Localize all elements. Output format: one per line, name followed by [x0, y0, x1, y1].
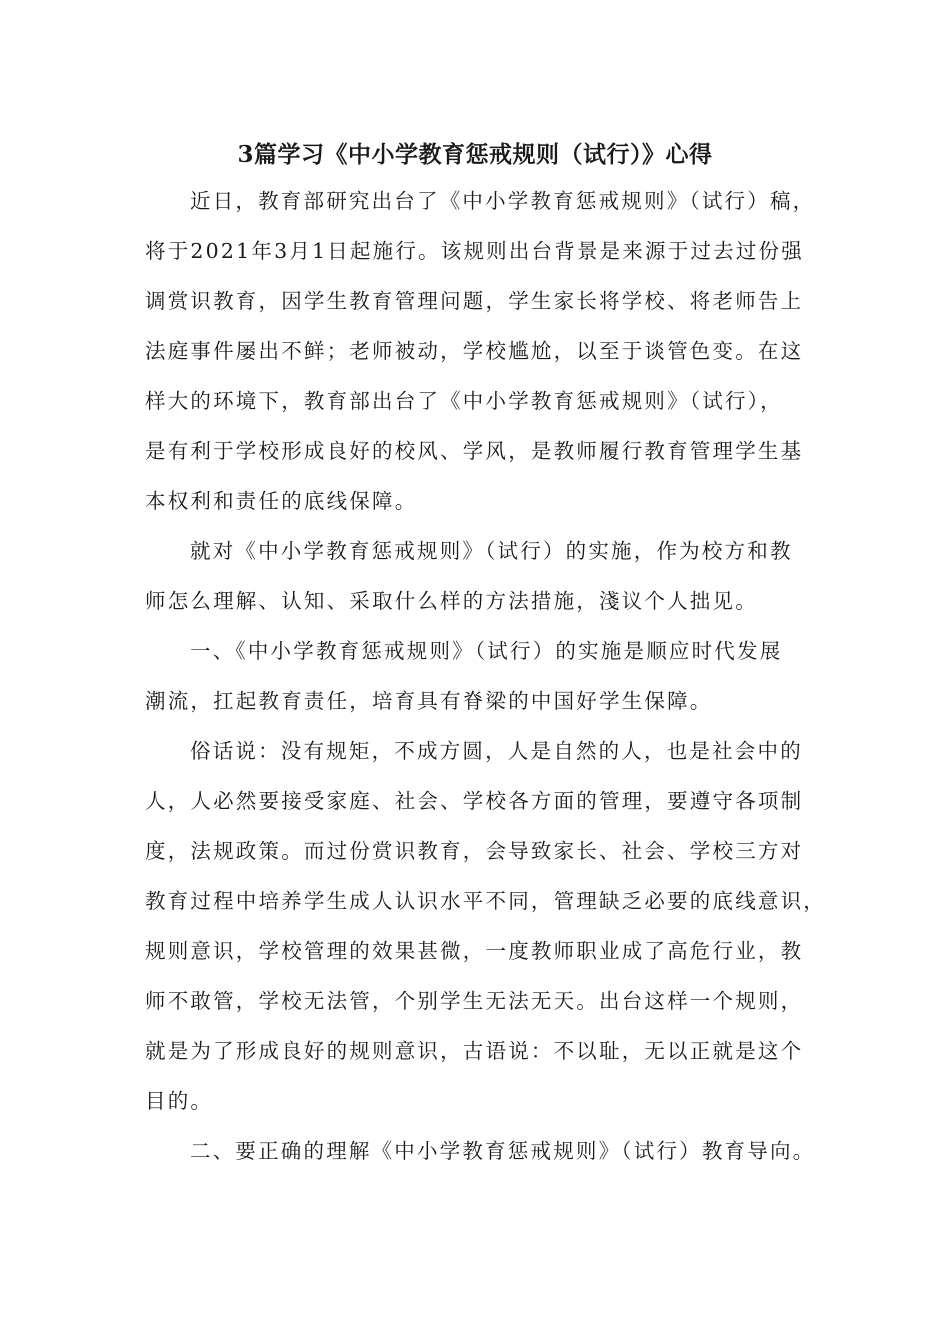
text-line: 近日，教育部研究出台了《中小学教育惩戒规则》（试行）稿，: [190, 189, 816, 213]
text-line: 将于2021年3月1日起施行。该规则出台背景是来源于过去过份强: [145, 239, 804, 263]
text-line: 调赏识教育，因学生教育管理问题，学生家长将学校、将老师告上: [145, 289, 804, 313]
text-line: 本权利和责任的底线保障。: [145, 489, 418, 513]
text-line: 法庭事件屡出不鲜；老师被动，学校尴尬，以至于谈管色变。在这: [145, 339, 804, 363]
document-title: 3篇学习《中小学教育惩戒规则（试行）》心得: [237, 141, 713, 168]
text-line: 教育过程中培养学生成人认识水平不同，管理缺乏必要的底线意识，: [145, 889, 826, 913]
text-line: 师怎么理解、认知、采取什么样的方法措施，淺议个人拙见。: [145, 589, 758, 613]
text-line: 人，人必然要接受家庭、社会、学校各方面的管理，要遵守各项制: [145, 789, 804, 813]
text-line: 潮流，扛起教育责任，培育具有脊梁的中国好学生保障。: [145, 689, 713, 713]
text-line: 样大的环境下，教育部出台了《中小学教育惩戒规则》（试行），: [145, 389, 783, 413]
text-line: 就对《中小学教育惩戒规则》（试行）的实施，作为校方和教: [190, 539, 793, 563]
text-line: 规则意识，学校管理的效果甚微，一度教师职业成了高危行业，教: [145, 939, 804, 963]
text-line: 一、《中小学教育惩戒规则》（试行）的实施是顺应时代发展: [190, 639, 783, 663]
text-line: 俗话说：没有规矩，不成方圆，人是自然的人，也是社会中的: [190, 739, 803, 763]
text-line: 度，法规政策。而过份赏识教育，会导致家长、社会、学校三方对: [145, 839, 804, 863]
text-line: 师不敢管，学校无法管，个别学生无法无天。出台这样一个规则，: [145, 989, 804, 1013]
text-line: 就是为了形成良好的规则意识，古语说：不以耻，无以正就是这个: [145, 1039, 804, 1063]
text-line: 是有利于学校形成良好的校风、学风，是教师履行教育管理学生基: [145, 439, 804, 463]
text-line: 目的。: [145, 1089, 214, 1113]
text-line: 二、要正确的理解《中小学教育惩戒规则》（试行）教育导向。: [190, 1139, 816, 1163]
